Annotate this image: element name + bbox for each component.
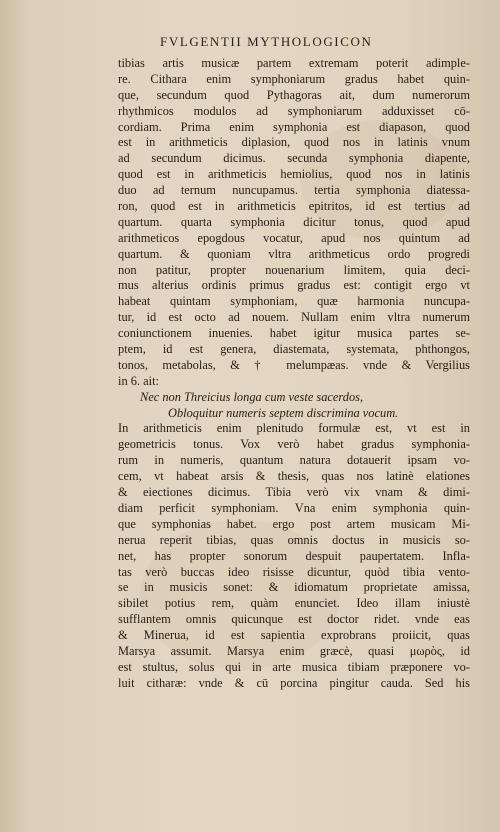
text-line: & Minerua, id est sapientia exprobrans proiicit, quas [118,628,470,643]
text-line: rum in numeris, quantum natura dotauerit ipsam vo- [118,453,470,468]
text-line: quartum. quarta symphonia dicitur tonus, quod apud [118,214,470,229]
text-line: sufflantem omnis quicunque est doctor ridet. vnde eas [118,612,470,627]
text-line: tibias artis musicæ partem extremam poterit adimple- [118,56,470,70]
text-line: que symphonias habet. ergo post artem musicam Mi- [118,516,470,531]
text-line: luit citharæ: vnde & cū porcina pingitur cauda. Sed his [118,675,470,690]
text-line: mus alterius ordinis primus gradus est: contigit ergo vt [118,278,470,293]
text-line: est stultus, solus qui in arte musica tibiam præponere vo- [118,659,470,674]
text-line: ptem, id est genera, diastemata, systemata, phthongos, [118,342,470,357]
text-line: quod est in arithmeticis hemiolius, quod nos in latinis [118,167,470,182]
text-line: & eiectiones dicimus. Tibia verò vix vnam & dimi- [118,485,470,500]
text-line: est in arithmeticis diplasion, quod nos in latinis vnum [118,135,470,150]
text-line: se in musicis sonet: & idiomatum proprietate amissa, [118,580,470,595]
text-line: ad secundum dicimus. secunda symphonia diapente, [118,151,470,166]
text-line: rhythmicos modulos ad symphoniarum adduxisset cō- [118,103,470,118]
text-line: diam perficit symphoniam. Vna enim symphonia quin- [118,500,470,515]
text-line: net, has propter sonorum despuit paupertatem. Infla- [118,548,470,563]
text-line: re. Cithara enim symphoniarum gradus habet quin- [118,71,470,86]
text-line: cem, vt habeat arsis & thesis, quas nos latinè elationes [118,469,470,484]
text-line: ron, quod est in arithmeticis epitritos, id est tertius ad [118,199,470,214]
text-line: habeat quintam symphoniam, quæ harmonia nuncupa- [118,294,470,309]
text-line: In arithmeticis enim plenitudo formulæ est, vt est in [118,421,470,436]
text-line: in 6. ait: [118,373,159,388]
text-line: que, secundum quod Pythagoras ait, dum numerorum [118,87,470,102]
text-line: non patitur, propter nouenarium limitem, quia deci- [118,262,470,277]
text-line: nerua reperit tibias, quas omnis doctus in musicis so- [118,532,470,547]
verse-line: Obloquitur numeris septem discrimina vocum. [168,405,399,420]
text-line: quartum. & quoniam vltra arithmeticus ordo progredi [118,246,470,261]
text-line: duo ad ternum nuncupamus. tertia symphonia diatessa- [118,183,470,198]
text-line: Marsya assumit. Marsya enim græcè, quasi μωρὸς, id [118,643,470,658]
text-line: sibilet potius rem, quàm enunciet. Ideo illam iniustè [118,596,470,611]
text-line: cordiam. Prima enim symphonia est diapason, quod [118,119,470,134]
text-line: arithmeticos epogdous vocatur, apud nos quintum ad [118,230,470,245]
running-title: FVLGENTII MYTHOLOGICON [160,34,373,49]
text-line: tonos, metabolas, & † melumpæas. vnde & Vergilius [118,357,470,372]
body-text [118,56,470,692]
text-line: coniunctionem inuenies. habet igitur musica partes se- [118,326,470,341]
text-line: tur, id est octo ad nouem. Nullam enim vltra numerum [118,310,470,325]
verse-line: Nec non Threicius longa cum veste sacerdos, [140,389,364,404]
text-line: tas verò buccas ideo risisse dicuntur, quòd tibia vento- [118,564,470,579]
text-line: geometricis tonus. Vox verò habet gradus symphonia- [118,437,470,452]
